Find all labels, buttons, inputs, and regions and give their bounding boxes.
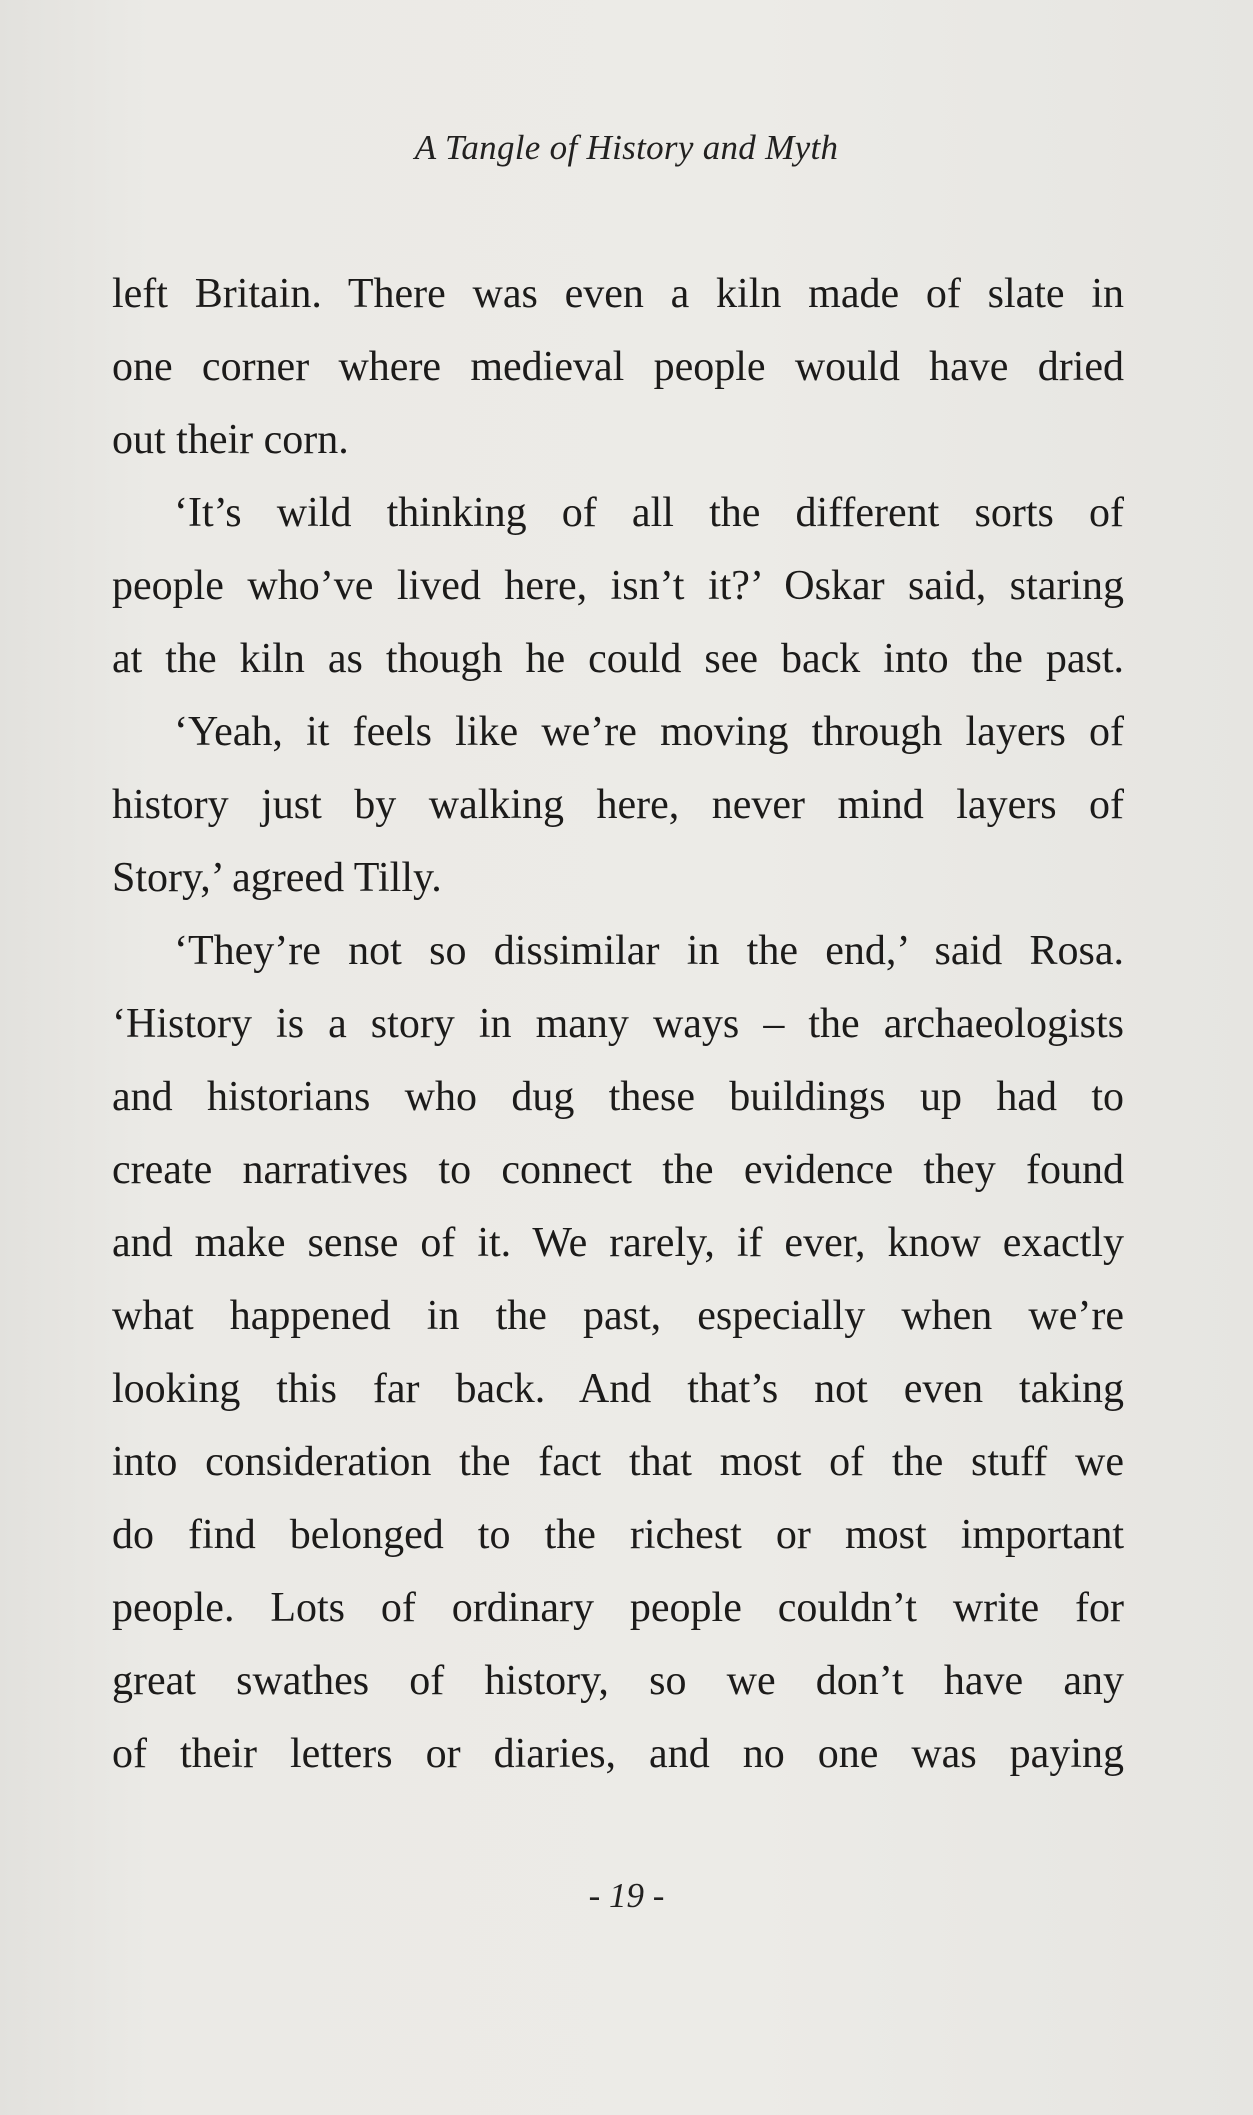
running-header: A Tangle of History and Myth bbox=[414, 128, 839, 167]
text-line: do find belonged to the richest or most important bbox=[112, 1512, 1124, 1558]
text-line: ‘It’s wild thinking of all the different sorts of bbox=[174, 490, 1124, 536]
text-line: and make sense of it. We rarely, if ever, know exactly bbox=[112, 1220, 1124, 1266]
body-text bbox=[112, 258, 1124, 1791]
text-line: of their letters or diaries, and no one was paying bbox=[112, 1731, 1124, 1777]
text-line: ‘Yeah, it feels like we’re moving through layers of bbox=[174, 709, 1124, 755]
text-line: people who’ve lived here, isn’t it?’ Oskar said, staring bbox=[112, 563, 1124, 609]
text-line: create narratives to connect the evidence they found bbox=[112, 1147, 1124, 1193]
paragraph bbox=[112, 696, 1124, 915]
text-line: history just by walking here, never mind layers of bbox=[112, 782, 1124, 828]
paragraph bbox=[112, 258, 1124, 477]
text-line: what happened in the past, especially when we’re bbox=[112, 1293, 1124, 1339]
text-line: ‘History is a story in many ways – the archaeologists bbox=[112, 1001, 1124, 1047]
text-line: people. Lots of ordinary people couldn’t write for bbox=[112, 1585, 1124, 1631]
text-line: left Britain. There was even a kiln made of slate in bbox=[112, 271, 1124, 317]
text-line: and historians who dug these buildings up had to bbox=[112, 1074, 1124, 1120]
text-line: great swathes of history, so we don’t have any bbox=[112, 1658, 1124, 1704]
page-number: - 19 - bbox=[588, 1876, 665, 1915]
text-line: looking this far back. And that’s not even taking bbox=[112, 1366, 1124, 1412]
paragraph bbox=[112, 477, 1124, 696]
text-line: into consideration the fact that most of the stuff we bbox=[112, 1439, 1124, 1485]
text-line: ‘They’re not so dissimilar in the end,’ said Rosa. bbox=[174, 928, 1124, 974]
text-line: out their corn. bbox=[112, 417, 349, 463]
text-line: Story,’ agreed Tilly. bbox=[112, 855, 442, 901]
text-line: one corner where medieval people would have dried bbox=[112, 344, 1124, 390]
paragraph bbox=[112, 915, 1124, 1791]
text-line: at the kiln as though he could see back into the past. bbox=[112, 636, 1124, 682]
